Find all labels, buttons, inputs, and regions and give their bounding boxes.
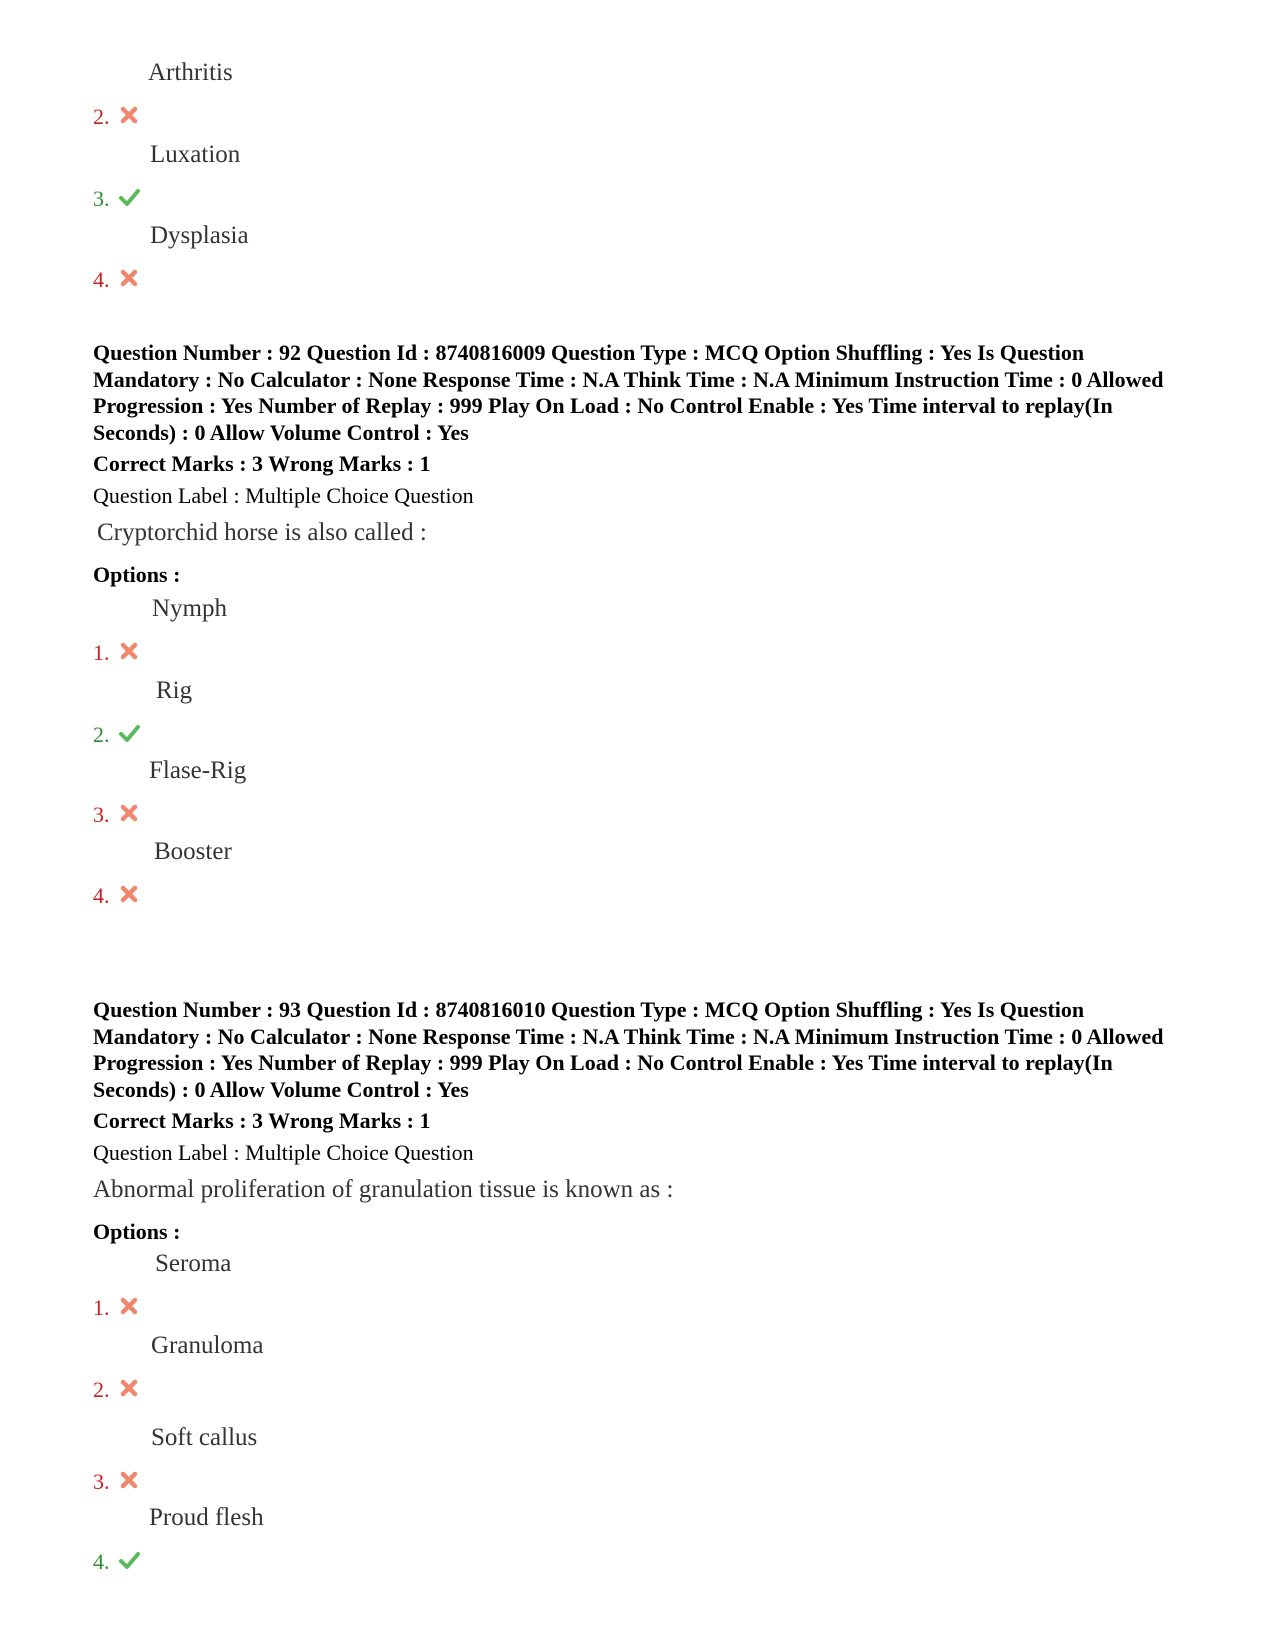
option-item	[0, 676, 600, 746]
option-number: 4.	[93, 883, 110, 908]
question-label: Question Label : Multiple Choice Question	[93, 1140, 474, 1165]
check-icon	[118, 186, 140, 208]
cross-icon	[118, 1295, 140, 1317]
options-heading: Options :	[93, 562, 181, 587]
question-meta: Question Number : 92 Question Id : 8740816009 Question Type : MCQ Option Shuffling : Yes Is Question Mandatory : No Calculator : None Response Time : N.A Think Time : N.A Minimum Instruction Time : 0 Allowed Progression : Yes Number of Replay : 999 Play On Load : No Control Enable : Yes Time interval to replay(In Seconds) : 0 Allow Volume Control : Yes	[93, 340, 1164, 445]
option-item	[0, 140, 600, 210]
option-text: Dysplasia	[150, 222, 249, 249]
cross-icon	[118, 104, 140, 126]
option-number: 2.	[93, 722, 110, 747]
option-item	[0, 1249, 600, 1319]
option-text: Luxation	[150, 141, 241, 168]
question-marks: Correct Marks : 3 Wrong Marks : 1	[93, 451, 431, 476]
question-text: Cryptorchid horse is also called :	[97, 519, 427, 546]
question-block	[93, 997, 1188, 1245]
option-item	[0, 1503, 600, 1573]
question-label: Question Label : Multiple Choice Question	[93, 483, 474, 508]
cross-icon	[118, 1377, 140, 1399]
question-marks: Correct Marks : 3 Wrong Marks : 1	[93, 1108, 431, 1133]
options-heading: Options :	[93, 1219, 181, 1244]
question-block	[93, 340, 1188, 588]
check-icon	[118, 722, 140, 744]
option-number: 2.	[93, 1377, 110, 1402]
option-number: 4.	[93, 267, 110, 292]
option-number: 3.	[93, 802, 110, 827]
option-item	[0, 594, 600, 664]
option-text: Nymph	[152, 595, 227, 622]
option-text: Granuloma	[151, 1332, 264, 1359]
option-item	[0, 58, 600, 128]
option-number: 1.	[93, 1295, 110, 1320]
option-number: 4.	[93, 1549, 110, 1574]
option-item	[0, 1423, 600, 1493]
cross-icon	[118, 802, 140, 824]
option-item	[0, 837, 600, 907]
option-item	[0, 756, 600, 826]
option-text: Seroma	[155, 1250, 232, 1277]
cross-icon	[118, 1469, 140, 1491]
check-icon	[118, 1549, 140, 1571]
option-text: Flase-Rig	[149, 757, 247, 784]
cross-icon	[118, 267, 140, 289]
option-number: 3.	[93, 1469, 110, 1494]
option-number: 2.	[93, 104, 110, 129]
option-text: Rig	[156, 677, 193, 704]
option-item	[0, 1331, 600, 1401]
option-number: 1.	[93, 640, 110, 665]
option-text: Arthritis	[148, 59, 233, 86]
option-item	[0, 221, 600, 291]
option-text: Soft callus	[151, 1424, 258, 1451]
question-text: Abnormal proliferation of granulation tissue is known as :	[93, 1176, 674, 1203]
cross-icon	[118, 640, 140, 662]
option-text: Booster	[154, 838, 232, 865]
option-number: 3.	[93, 186, 110, 211]
question-meta: Question Number : 93 Question Id : 8740816010 Question Type : MCQ Option Shuffling : Yes Is Question Mandatory : No Calculator : None Response Time : N.A Think Time : N.A Minimum Instruction Time : 0 Allowed Progression : Yes Number of Replay : 999 Play On Load : No Control Enable : Yes Time interval to replay(In Seconds) : 0 Allow Volume Control : Yes	[93, 997, 1164, 1102]
cross-icon	[118, 883, 140, 905]
option-text: Proud flesh	[149, 1504, 264, 1531]
